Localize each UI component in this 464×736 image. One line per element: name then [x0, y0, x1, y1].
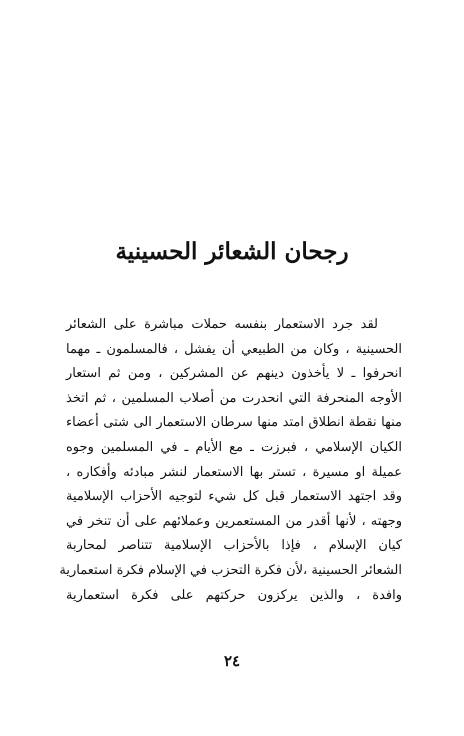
text-line: وافدة ، والذين يركزون حركتهم على فكرة استعمارية [66, 587, 402, 603]
text-line: الأوجه المنحرفة التي انحدرت من أصلاب المسلمين ، ثم اتخذ [66, 390, 402, 406]
text-line: وقد اجتهد الاستعمار قبل كل شيء لتوجيه الأحزاب الإسلامية [66, 489, 402, 505]
chapter-title: رجحان الشعائر الحسينية [115, 238, 349, 265]
text-line: وجهته ، لأنها أقدر من المستعمرين وعملائهم على أن تنخر في [66, 513, 402, 529]
text-line: لقد جرد الاستعمار بنفسه حملات مباشرة على الشعائر [66, 317, 378, 332]
text-line: منها نقطة انطلاق امتد منها سرطان الاستعمار الى شتى أعضاء [66, 415, 402, 431]
text-line: الشعائر الحسينية ،لأن فكرة التحزب في الإسلام فكرة استعمارية [59, 562, 402, 578]
body-paragraph [59, 313, 402, 608]
text-line: الكيان الإسلامي ، فبرزت ـ مع الأيام ـ في المسلمين وجوه [66, 439, 402, 455]
page-number: ٢٤ [223, 652, 241, 670]
text-line: انحرفوا ـ لا يأخذون دينهم عن المشركين ، ومن ثم استعار [66, 366, 402, 382]
text-line: عميلة او مسيرة ، تستر بها الاستعمار لنشر مبادئه وأفكاره ، [66, 464, 402, 480]
text-line: كيان الإسلام ، فإذا بالأحزاب الإسلامية تتناصر لمحاربة [66, 538, 402, 554]
text-line: الحسينية ، وكان من الطبيعي أن يفشل ، فالمسلمون ـ مهما [66, 341, 402, 357]
